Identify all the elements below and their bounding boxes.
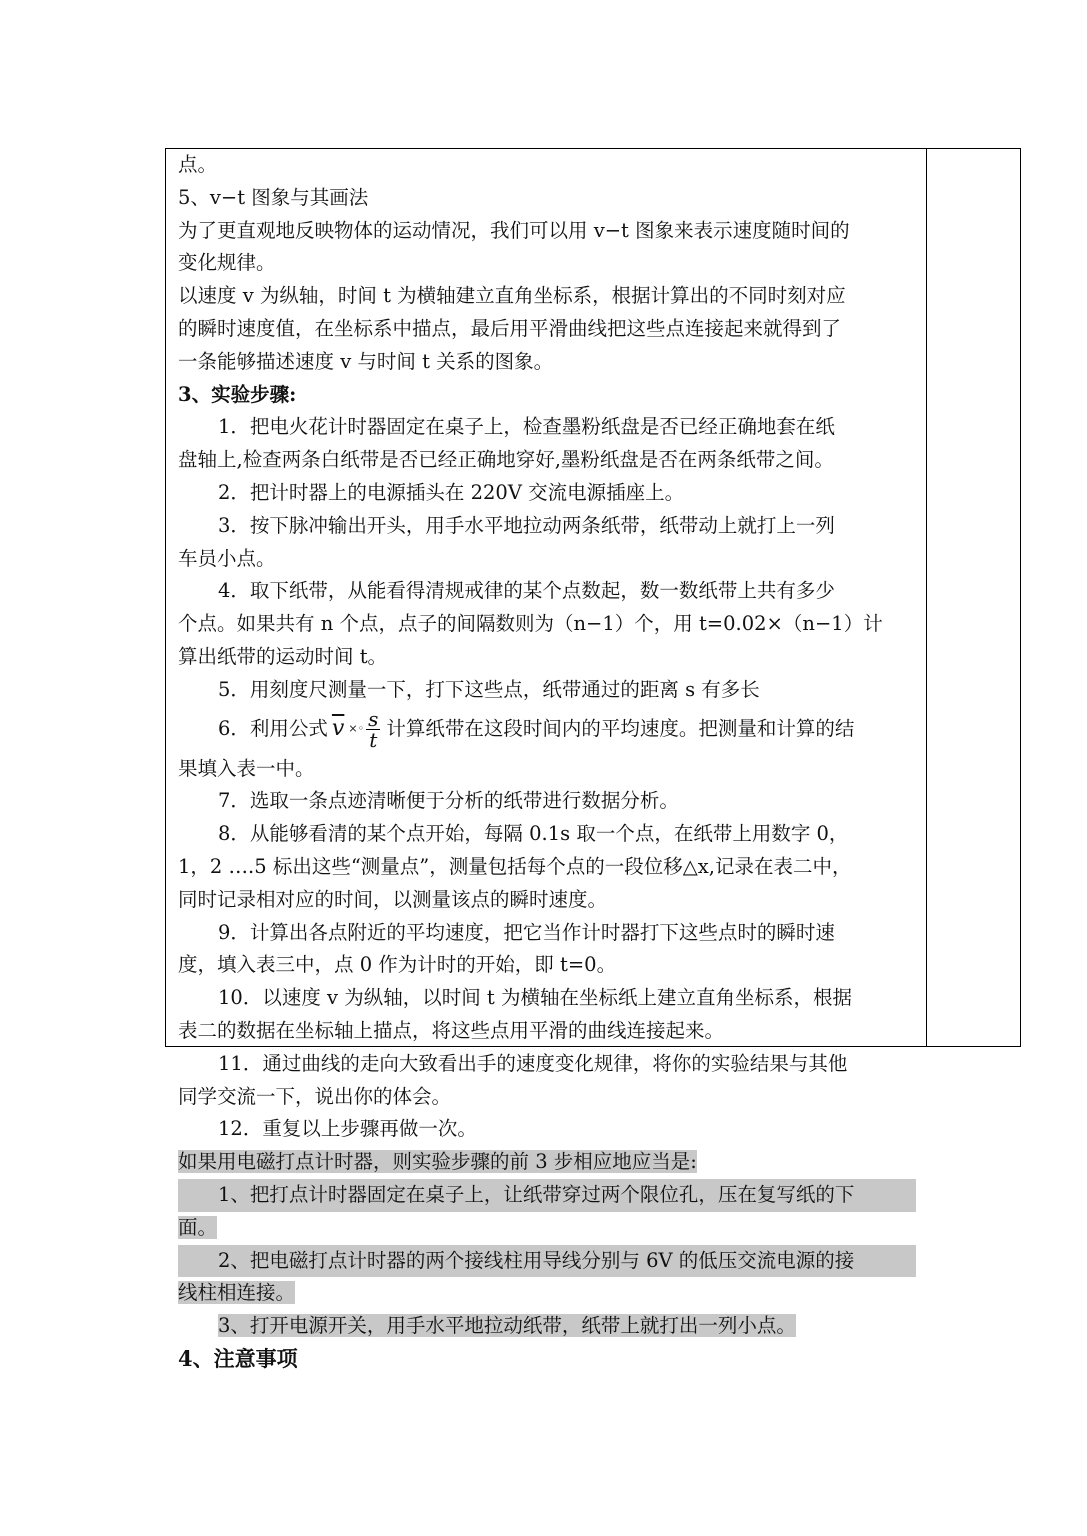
formula-numerator: s xyxy=(368,707,379,732)
text-line: 一条能够描述速度 v 与时间 t 关系的图象。 xyxy=(178,349,554,373)
formula-v: $\overline{v}$ xyxy=(331,716,345,742)
step-line: 5．用刻度尺测量一下，打下这些点，纸带通过的距离 s 有多长 xyxy=(218,677,760,701)
formula-fraction xyxy=(366,707,380,753)
formula-denominator: t xyxy=(369,728,378,753)
highlight-line xyxy=(178,1212,916,1245)
step-6-suffix: 计算纸带在这段时间内的平均速度。把测量和计算的结 xyxy=(386,717,855,741)
highlight-text: 面。 xyxy=(178,1215,218,1239)
text-line: 点。 xyxy=(178,153,218,176)
step-line: 1，2 ….5 标出这些“测量点”，测量包括每个点的一段位移△x,记录在表二中， xyxy=(178,854,852,878)
step-line: 表二的数据在坐标轴上描点，将这些点用平滑的曲线连接起来。 xyxy=(178,1018,725,1042)
step-line: 8．从能够看清的某个点开始，每隔 0.1s 取一个点，在纸带上用数字 0， xyxy=(218,822,849,846)
highlight-line: 2、把电磁打点计时器的两个接线柱用导线分别与 6V 的低压交流电源的接 xyxy=(178,1245,916,1278)
text-line: 以速度 v 为纵轴，时间 t 为横轴建立直角坐标系，根据计算出的不同时刻对应 xyxy=(178,284,846,308)
step-6-prefix: 6．利用公式 xyxy=(218,717,328,741)
step-line: 4．取下纸带，从能看得清规戒律的某个点数起，数一数纸带上共有多少 xyxy=(218,579,835,603)
step-line: 9．计算出各点附近的平均速度，把它当作计时器打下这些点时的瞬时速 xyxy=(218,920,835,944)
step-line: 盘轴上,检查两条白纸带是否已经正确地穿好,墨粉纸盘是否在两条纸带之间。 xyxy=(178,448,834,472)
step-line: 12．重复以上步骤再做一次。 xyxy=(218,1117,477,1141)
text-line: 变化规律。 xyxy=(178,251,276,275)
step-line: 算出纸带的运动时间 t。 xyxy=(178,644,388,668)
step-6-line xyxy=(178,707,916,753)
step-line: 车员小点。 xyxy=(178,546,276,570)
highlight-text: 线柱相连接。 xyxy=(178,1281,296,1305)
subheading-vt: 5、v−t 图象与其画法 xyxy=(178,185,369,209)
column-divider xyxy=(926,149,927,1046)
step-line: 10．以速度 v 为纵轴，以时间 t 为横轴在坐标纸上建立直角坐标系，根据 xyxy=(218,986,852,1010)
highlight-line xyxy=(178,1310,916,1343)
section-title-notes: 4、注意事项 xyxy=(178,1345,298,1371)
step-line: 11．通过曲线的走向大致看出手的速度变化规律，将你的实验结果与其他 xyxy=(218,1051,848,1075)
document-table xyxy=(165,148,1021,1371)
step-line: 3．按下脉冲输出开头，用手水平地拉动两条纸带，纸带动上就打上一列 xyxy=(218,513,835,537)
step-line: 7．选取一条点迹清晰便于分析的纸带进行数据分析。 xyxy=(218,789,679,813)
section-title-steps: 3、实验步骤: xyxy=(178,382,297,406)
step-line: 1．把电火花计时器固定在桌子上，检查墨粉纸盘是否已经正确地套在纸 xyxy=(218,415,835,439)
step-line: 同学交流一下，说出你的体会。 xyxy=(178,1084,452,1108)
text-line: 为了更直观地反映物体的运动情况，我们可以用 v−t 图象来表示速度随时间的 xyxy=(178,218,850,242)
highlight-text: 3、打开电源开关，用手水平地拉动纸带，纸带上就打出一列小点。 xyxy=(218,1314,796,1338)
text-line: 的瞬时速度值，在坐标系中描点，最后用平滑曲线把这些点连接起来就得到了 xyxy=(178,316,842,340)
highlight-line: 1、把打点计时器固定在桌子上，让纸带穿过两个限位孔，压在复写纸的下 xyxy=(178,1179,916,1212)
highlight-line xyxy=(178,1146,916,1179)
highlight-line xyxy=(178,1277,916,1310)
step-line: 2．把计时器上的电源插头在 220V 交流电源插座上。 xyxy=(218,480,685,504)
highlight-text: 如果用电磁打点计时器，则实验步骤的前 3 步相应地应当是: xyxy=(178,1150,697,1174)
content-cell xyxy=(178,149,916,1376)
step-line: 果填入表一中。 xyxy=(178,756,315,780)
formula-symbol: ×◦ xyxy=(348,722,365,736)
average-velocity-formula xyxy=(331,707,380,753)
step-line: 同时记录相对应的时间，以测量该点的瞬时速度。 xyxy=(178,887,608,911)
step-line: 个点。如果共有 n 个点，点子的间隔数则为（n−1）个，用 t=0.02×（n−1）计 xyxy=(178,612,883,636)
step-line: 度，填入表三中，点 0 作为计时的开始，即 t=0。 xyxy=(178,953,617,977)
